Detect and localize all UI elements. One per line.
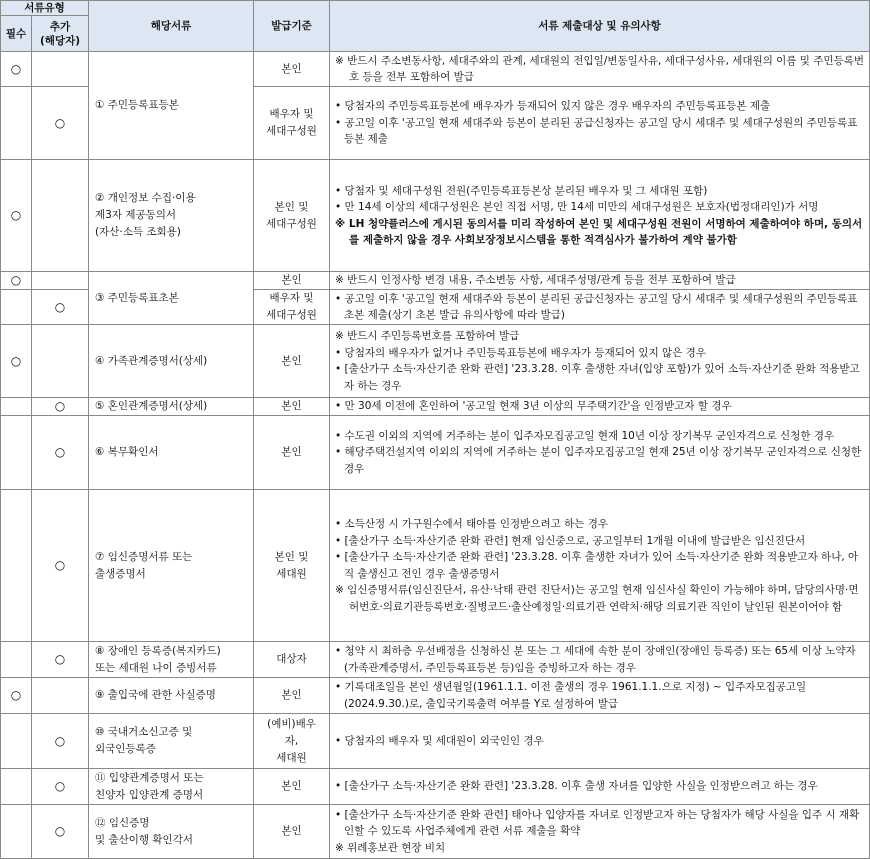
notes-cell [330, 714, 870, 769]
issue-criteria: (예비)배우 자, 세대원 [254, 714, 330, 769]
note-line: • 공고일 이후 '공고일 현재 세대주와 등본이 분리된 공급신청자는 공고일 당시 세대주 및 세대구성원의 주민등록표등본 제출 [335, 116, 858, 146]
additional-mark: ○ [32, 290, 89, 325]
table-row [1, 769, 870, 805]
header-criteria: 발급기준 [254, 1, 330, 52]
required-mark: ○ [1, 678, 32, 714]
note-line: • [출산가구 소득·자산기준 완화 관련] '23.3.28. 이후 출생한 자녀가 있어 소득·자산기준 완화 적용받고자 하나, 아직 출생신고 전인 경우 출생증명서 [335, 551, 859, 580]
issue-criteria: 배우자 및 세대구성원 [254, 290, 330, 325]
note-line: • 기록대조일을 본인 생년월일(1961.1.1. 이전 출생의 경우 1961.1.1.으로 지정) ~ 입주자모집공고일(2024.9.30.)로, 출입국기록출력 여부를 Y로 설정하여 발급 [335, 681, 807, 710]
required-mark [1, 416, 32, 490]
header-notes: 서류 제출대상 및 유의사항 [330, 1, 870, 52]
additional-mark [32, 160, 89, 272]
table-row [1, 714, 870, 769]
note-line: • 당첨자의 배우자 및 세대원이 외국인인 경우 [335, 734, 544, 747]
notes-cell [330, 805, 870, 859]
notes-cell [330, 769, 870, 805]
document-name: ⑥ 복무확인서 [89, 416, 254, 490]
document-name: ③ 주민등록표초본 [89, 272, 254, 325]
table-row [1, 805, 870, 859]
additional-mark: ○ [32, 398, 89, 416]
required-mark [1, 398, 32, 416]
note-line: ※ 반드시 인정사항 변경 내용, 주소변동 사항, 세대주성명/관계 등을 전부 포함하여 발급 [335, 274, 736, 287]
document-name: ⑤ 혼인관계증명서(상세) [89, 398, 254, 416]
note-line: • 당첨자의 배우자가 없거나 주민등록표등본에 배우자가 등재되어 있지 않은 경우 [335, 346, 706, 359]
required-mark [1, 87, 32, 160]
document-name: ⑪ 입양관계증명서 또는 친양자 입양관계 증명서 [89, 769, 254, 805]
issue-criteria: 본인 [254, 325, 330, 398]
required-mark: ○ [1, 325, 32, 398]
table-row [1, 325, 870, 398]
note-line: • 공고일 이후 '공고일 현재 세대주와 등본이 분리된 공급신청자는 공고일 당시 세대주 및 세대구성원의 주민등록표초본 제출(상기 초본 발급 유의사항에 따라 발급) [335, 292, 858, 321]
additional-mark: ○ [32, 642, 89, 678]
additional-mark: ○ [32, 490, 89, 642]
required-mark: ○ [1, 52, 32, 87]
header-document: 해당서류 [89, 1, 254, 52]
note-line: ※ 위례홍보관 현장 비치 [335, 841, 446, 854]
note-line: • [출산가구 소득·자산기준 완화 관련] '23.3.28. 이후 출생한 자녀(입양 포함)가 있어 소득·자산기준 완화 적용받고자 하는 경우 [335, 363, 860, 392]
header-additional: 추가 (해당자) [32, 16, 89, 52]
note-line: • [출산가구 소득·자산기준 완화 관련] 현재 임신중으로, 공고일부터 1개월 이내에 발급받은 임신진단서 [335, 534, 806, 547]
document-name: ② 개인정보 수집·이용 제3자 제공동의서 (자산·소득 조회용) [89, 160, 254, 272]
notes-cell [330, 52, 870, 87]
document-name: ⑫ 임신증명 및 출산이행 확인각서 [89, 805, 254, 859]
additional-mark: ○ [32, 714, 89, 769]
note-line: • 청약 시 최하층 우선배정을 신청하신 분 또는 그 세대에 속한 분이 장애인(장애인 등록증) 또는 65세 이상 노약자(가족관계증명서, 주민등록표등본 등)임을 증빙하고자 하는 경우 [335, 645, 856, 674]
issue-criteria: 본인 [254, 398, 330, 416]
issue-criteria: 배우자 및 세대구성원 [254, 87, 330, 160]
notes-cell [330, 325, 870, 398]
document-name: ④ 가족관계증명서(상세) [89, 325, 254, 398]
document-name: ⑨ 출입국에 관한 사실증명 [89, 678, 254, 714]
note-line: ※ 반드시 주소변동사항, 세대주와의 관계, 세대원의 전입일/변동일사유, 세대구성사유, 세대원의 이름 및 주민등록번호 등을 전부 포함하여 발급 [335, 54, 864, 83]
issue-criteria: 본인 및 세대원 [254, 490, 330, 642]
note-line: • 당첨자의 주민등록표등본에 배우자가 등재되어 있지 않은 경우 배우자의 주민등록표등본 제출 [335, 100, 771, 113]
document-name: ⑩ 국내거소신고증 및 외국인등록증 [89, 714, 254, 769]
notes-cell [330, 490, 870, 642]
header-doc-type: 서류유형 [1, 1, 89, 16]
required-mark [1, 642, 32, 678]
note-line: ※ 임신증명서류(임신진단서, 유산·낙태 관련 진단서)는 공고일 현재 임신사실 확인이 가능해야 하며, 담당의사명·면허번호·의료기관등록번호·질병코드·출산예정일·의료기관 연락처·해당 의료기관 직인이 날인된 원본이어야 함 [335, 584, 859, 613]
additional-mark [32, 52, 89, 87]
note-line: • [출산가구 소득·자산기준 완화 관련] '23.3.28. 이후 출생 자녀를 입양한 사실을 인정받으려고 하는 경우 [335, 780, 818, 793]
required-mark: ○ [1, 160, 32, 272]
notes-cell [330, 642, 870, 678]
additional-mark: ○ [32, 805, 89, 859]
document-name: ① 주민등록표등본 [89, 52, 254, 160]
notes-cell [330, 290, 870, 325]
required-mark [1, 290, 32, 325]
table-row [1, 160, 870, 272]
additional-mark: ○ [32, 769, 89, 805]
required-mark [1, 805, 32, 859]
note-line: • 당첨자 및 세대구성원 전원(주민등록표등본상 분리된 배우자 및 그 세대원 포함) [335, 184, 708, 197]
additional-mark [32, 678, 89, 714]
notes-cell [330, 398, 870, 416]
note-line: • 해당주택건설지역 이외의 지역에 거주하는 분이 입주자모집공고일 현재 25년 이상 장기복무 군인자격으로 신청한 경우 [335, 446, 862, 475]
table-row [1, 416, 870, 490]
notes-cell [330, 272, 870, 290]
required-mark: ○ [1, 272, 32, 290]
document-name: ⑧ 장애인 등록증(복지카드) 또는 세대원 나이 증빙서류 [89, 642, 254, 678]
table-row [1, 398, 870, 416]
notes-cell [330, 87, 870, 160]
note-line: • 만 14세 이상의 세대구성원은 본인 직접 서명, 만 14세 미만의 세대구성원은 보호자(법정대리인)가 서명 [335, 201, 819, 213]
note-line: • [출산가구 소득·자산기준 완화 관련] 태아나 입양자를 자녀로 인정받고자 하는 당첨자가 해당 사실을 입주 시 재확인할 수 있도록 사업주체에게 관련 서류 제출을 확약 [335, 808, 860, 838]
note-line: • 수도권 이외의 지역에 거주하는 분이 입주자모집공고일 현재 10년 이상 장기복무 군인자격으로 신청한 경우 [335, 429, 835, 442]
additional-mark: ○ [32, 87, 89, 160]
notes-cell [330, 416, 870, 490]
issue-criteria: 본인 [254, 272, 330, 290]
table-row [1, 642, 870, 678]
issue-criteria: 대상자 [254, 642, 330, 678]
header-required: 필수 [1, 16, 32, 52]
issue-criteria: 본인 [254, 416, 330, 490]
issue-criteria: 본인 [254, 52, 330, 87]
table-row [1, 490, 870, 642]
issue-criteria: 본인 [254, 678, 330, 714]
table-row [1, 678, 870, 714]
issue-criteria: 본인 [254, 805, 330, 859]
additional-mark [32, 325, 89, 398]
issue-criteria: 본인 및 세대구성원 [254, 160, 330, 272]
required-mark [1, 490, 32, 642]
note-line: • 소득산정 시 가구원수에서 태아를 인정받으려고 하는 경우 [335, 518, 609, 530]
required-mark [1, 769, 32, 805]
notes-cell [330, 160, 870, 272]
table-row [1, 52, 870, 87]
document-name: ⑦ 임신증명서류 또는 출생증명서 [89, 490, 254, 642]
additional-mark [32, 272, 89, 290]
table-row [1, 272, 870, 290]
required-mark [1, 714, 32, 769]
notes-cell [330, 678, 870, 714]
note-line: ※ LH 청약플러스에 게시된 동의서를 미리 작성하여 본인 및 세대구성원 전원이 서명하여 제출하여야 하며, 동의서를 제출하지 않을 경우 사회보장정보시스템을 통한 적격심사가 불가하여 계약 불가함 [335, 217, 863, 246]
additional-mark: ○ [32, 416, 89, 490]
note-line: • 만 30세 이전에 혼인하여 '공고일 현재 3년 이상의 무주택기간'을 인정받고자 할 경우 [335, 400, 732, 413]
issue-criteria: 본인 [254, 769, 330, 805]
note-line: ※ 반드시 주민등록번호를 포함하여 발급 [335, 330, 520, 342]
